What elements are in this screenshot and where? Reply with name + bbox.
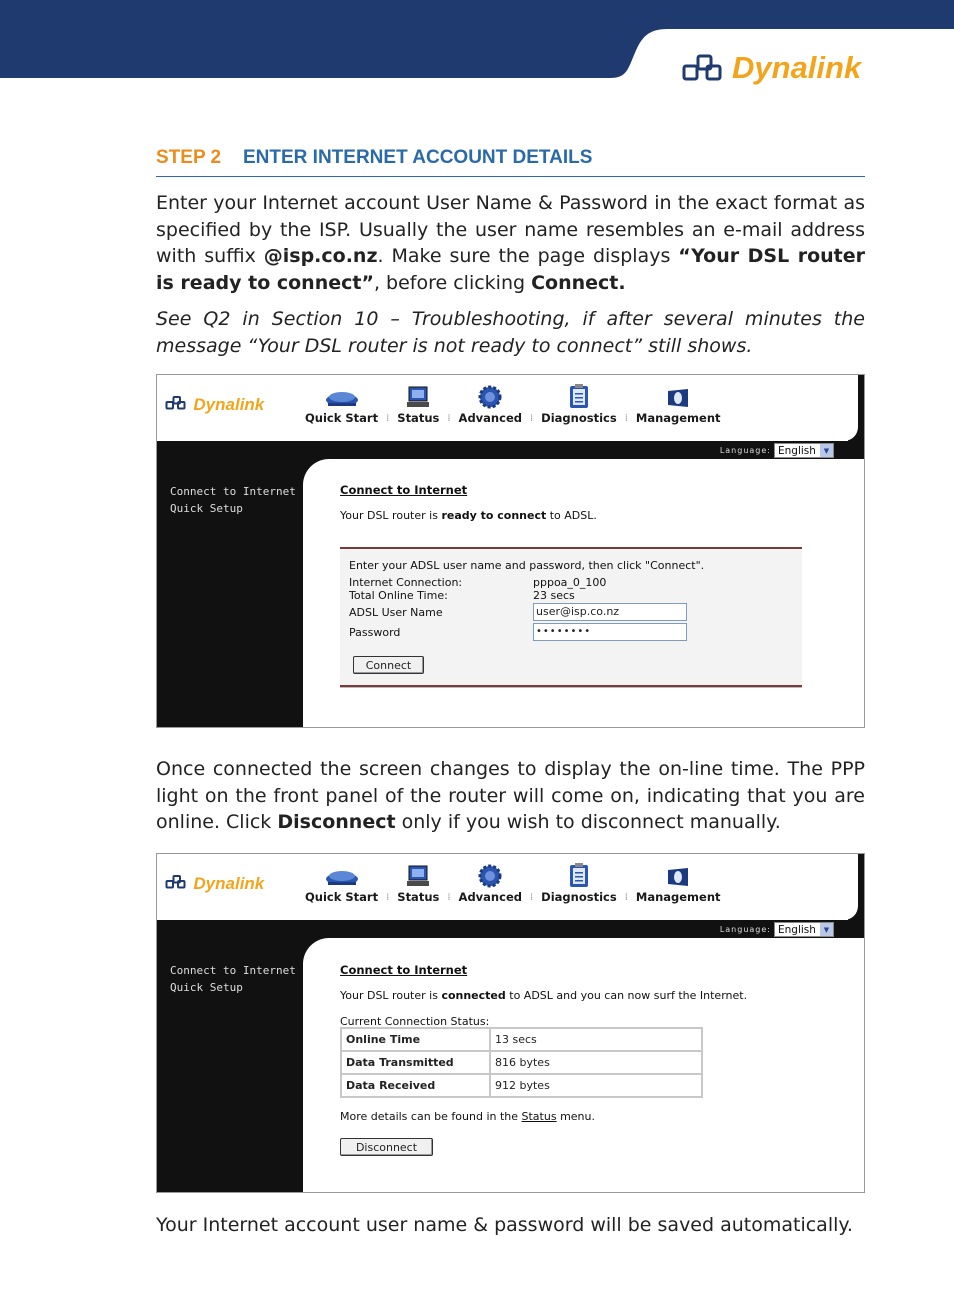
language-label: Language: [719,446,771,455]
clipboard-icon [568,383,590,409]
brand-name: Dynalink [732,50,862,85]
nav-management[interactable] [636,383,721,425]
language-selector [720,922,834,937]
table-row [341,1074,702,1097]
dynalink-logo-icon [682,52,724,88]
nav-label: Advanced [458,890,522,904]
row-value: 816 bytes [490,1051,702,1074]
sidebar-item-quick-setup[interactable]: Quick Setup [170,502,243,515]
gear-globe-icon [477,864,503,888]
language-selector [720,443,834,458]
connect-page-title: Connect to Internet [340,483,468,497]
router-nav: Quick Start ⁞ Status ⁞ Advanced ⁞ Diagnostics ⁞ Management [305,381,721,425]
sidebar-menu [170,483,296,517]
username-input[interactable]: user@isp.co.nz [533,603,687,621]
troubleshooting-note: See Q2 in Section 10 – Troubleshooting, if after several minutes the message “Your DSL router is not ready to connect” still shows. [156,308,865,357]
password-label: Password [349,626,401,639]
intro-paragraph [156,190,865,296]
online-time-value: 23 secs [533,589,575,602]
password-input[interactable]: •••••••• [533,623,687,641]
intro-text-2: . Make sure the page displays [377,245,679,267]
login-instruction: Enter your ADSL user name and password, then click "Connect". [349,559,705,572]
intro-ready-message: “Your DSL router is ready to connect” [156,245,865,294]
step-title: ENTER INTERNET ACCOUNT DETAILS [243,147,593,168]
intro-text-3: , before clicking [373,271,532,294]
nav-management[interactable] [636,862,721,904]
language-label: Language: [719,925,771,934]
router-icon [324,387,360,409]
more-details-text [340,1110,595,1123]
nav-label: Quick Start [305,411,379,425]
chevron-down-icon: ▼ [820,923,833,936]
row-label: Online Time [341,1028,490,1051]
monitor-icon [405,864,431,888]
sidebar-menu [170,962,296,996]
more-pre: More details can be found in the [340,1110,522,1123]
intro-suffix: @isp.co.nz [263,245,378,267]
router-screenshot-connect [156,374,865,728]
row-label: Data Transmitted [341,1051,490,1074]
nav-label: Advanced [458,411,522,425]
sidebar-item-connect[interactable]: Connect to Internet [170,964,296,977]
disconnect-button[interactable]: Disconnect [340,1138,433,1156]
online-time-label: Total Online Time: [349,589,448,602]
clipboard-icon [568,862,590,888]
dynalink-logo-icon [164,874,188,892]
management-icon [666,866,690,888]
sidebar-item-quick-setup[interactable]: Quick Setup [170,981,243,994]
middle-text-1: Once connected the screen changes to display the on-line time. The PPP light on the front panel of the router will come on, indicating that you are online. Click [156,758,865,833]
gear-globe-icon [477,385,503,409]
table-row [341,1028,702,1051]
connection-status-heading: Current Connection Status: [340,1015,490,1028]
middle-text-2: only if you wish to disconnect manually. [395,811,781,833]
save-note: Your Internet account user name & password will be saved automatically. [156,1214,853,1236]
row-label: Data Received [341,1074,490,1097]
nav-advanced[interactable] [459,383,522,425]
more-post: menu. [556,1110,595,1123]
nav-label: Management [635,411,721,425]
connected-page-title: Connect to Internet [340,963,468,977]
status-pre: Your DSL router is [340,509,442,522]
language-value: English [778,923,816,936]
nav-advanced[interactable] [459,862,522,904]
username-label: ADSL User Name [349,606,443,619]
monitor-icon [405,385,431,409]
connect-button[interactable]: Connect [353,656,424,674]
row-value: 13 secs [490,1028,702,1051]
nav-quick-start[interactable] [305,862,378,904]
status-bold: connected [441,989,506,1002]
nav-status[interactable] [397,862,439,904]
router-brand-name: Dynalink [193,395,265,414]
language-value: English [778,444,816,457]
connection-label: Internet Connection: [349,576,463,589]
connected-status-text [340,989,747,1002]
status-bold: ready to connect [441,509,547,522]
connected-paragraph [156,756,865,836]
nav-status[interactable] [397,383,439,425]
router-logo [164,874,264,894]
connect-status-text [340,509,597,522]
router-icon [324,866,360,888]
router-nav: Quick Start ⁞ Status ⁞ Advanced ⁞ Diagnostics ⁞ Management [305,860,721,904]
nav-label: Status [397,890,440,904]
middle-disconnect-word: Disconnect [277,811,396,833]
dynalink-logo-icon [164,395,188,413]
management-icon [666,387,690,409]
nav-diagnostics[interactable] [541,383,617,425]
router-screenshot-connected [156,853,865,1193]
nav-diagnostics[interactable] [541,862,617,904]
nav-label: Status [397,411,440,425]
step-number: STEP 2 [156,147,222,168]
intro-connect-word: Connect. [531,271,626,294]
language-dropdown[interactable] [774,443,834,458]
nav-label: Diagnostics [541,890,617,904]
sidebar-item-connect[interactable]: Connect to Internet [170,485,296,498]
login-panel [340,547,802,687]
step-heading [156,147,865,177]
connection-status-table [340,1027,703,1098]
row-value: 912 bytes [490,1074,702,1097]
nav-label: Diagnostics [541,411,617,425]
language-dropdown[interactable] [774,922,834,937]
nav-quick-start[interactable] [305,383,378,425]
router-logo [164,395,264,415]
status-post: to ADSL and you can now surf the Internet. [505,989,748,1002]
status-link[interactable]: Status [521,1110,557,1123]
status-post: to ADSL. [546,509,597,522]
nav-label: Management [635,890,721,904]
status-pre: Your DSL router is [340,989,442,1002]
connection-value: pppoa_0_100 [533,576,607,589]
nav-label: Quick Start [305,890,379,904]
chevron-down-icon: ▼ [820,444,833,457]
table-row [341,1051,702,1074]
router-brand-name: Dynalink [193,874,265,893]
intro-text-1: Enter your Internet account User Name & Password in the exact format as specified by the ISP. Usually the user name resembles an e-mail address with suffix [156,192,865,267]
